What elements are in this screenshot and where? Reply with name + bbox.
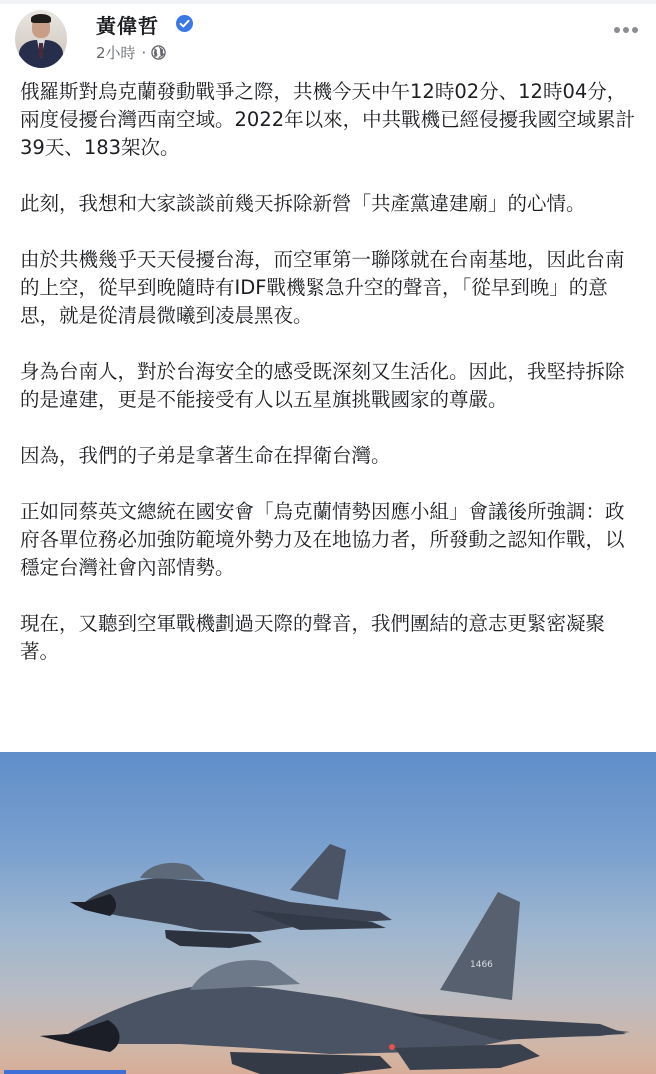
- post-photo[interactable]: [0, 752, 656, 1074]
- post-text: [20, 78, 640, 694]
- post-meta: [96, 42, 166, 63]
- meta-separator: ·: [141, 43, 147, 62]
- more-dot-icon: [623, 27, 629, 33]
- globe-icon[interactable]: [151, 45, 166, 60]
- more-dot-icon: [632, 27, 638, 33]
- post-timestamp[interactable]: 2小時: [96, 44, 136, 62]
- image-progress-bar: [4, 1070, 126, 1074]
- paragraph: 正如同蔡英文總統在國安會「烏克蘭情勢因應小組」會議後所強調：政府各單位務必加強防範境外勢力及在地協力者，所發動之認知作戰，以穩定台灣社會內部情勢。: [20, 500, 625, 579]
- post-header: [0, 4, 656, 74]
- paragraph: 由於共機幾乎天天侵擾台海，而空軍第一聯隊就在台南基地，因此台南的上空，從早到晚隨時有IDF戰機緊急升空的聲音，「從早到晚」的意思，就是從清晨微曦到凌晨黑夜。: [20, 248, 625, 327]
- verified-badge-icon: [176, 15, 193, 32]
- paragraph: 現在，又聽到空軍戰機劃過天際的聲音，我們團結的意志更緊密凝聚著。: [20, 612, 606, 663]
- more-options-button[interactable]: [610, 22, 642, 38]
- paragraph: 因為，我們的子弟是拿著生命在捍衛台灣。: [20, 444, 391, 467]
- paragraph: 俄羅斯對烏克蘭發動戰爭之際，共機今天中午12時02分、12時04分，兩度侵擾台灣西南空域。2022年以來，中共戰機已經侵擾我國空域累計39天、183架次。: [20, 80, 636, 159]
- fighter-jets-illustration: [0, 752, 656, 1074]
- tail-number: 1466: [470, 960, 493, 970]
- avatar-hair: [31, 14, 51, 23]
- paragraph: 身為台南人，對於台海安全的感受既深刻又生活化。因此，我堅持拆除的是違建，更是不能接受有人以五星旗挑戰國家的尊嚴。: [20, 360, 625, 411]
- author-name[interactable]: 黃偉哲: [96, 14, 159, 38]
- avatar[interactable]: [15, 10, 67, 68]
- paragraph: 此刻，我想和大家談談前幾天拆除新營「共產黨違建廟」的心情。: [20, 192, 586, 215]
- avatar-tie: [39, 43, 43, 57]
- more-dot-icon: [614, 27, 620, 33]
